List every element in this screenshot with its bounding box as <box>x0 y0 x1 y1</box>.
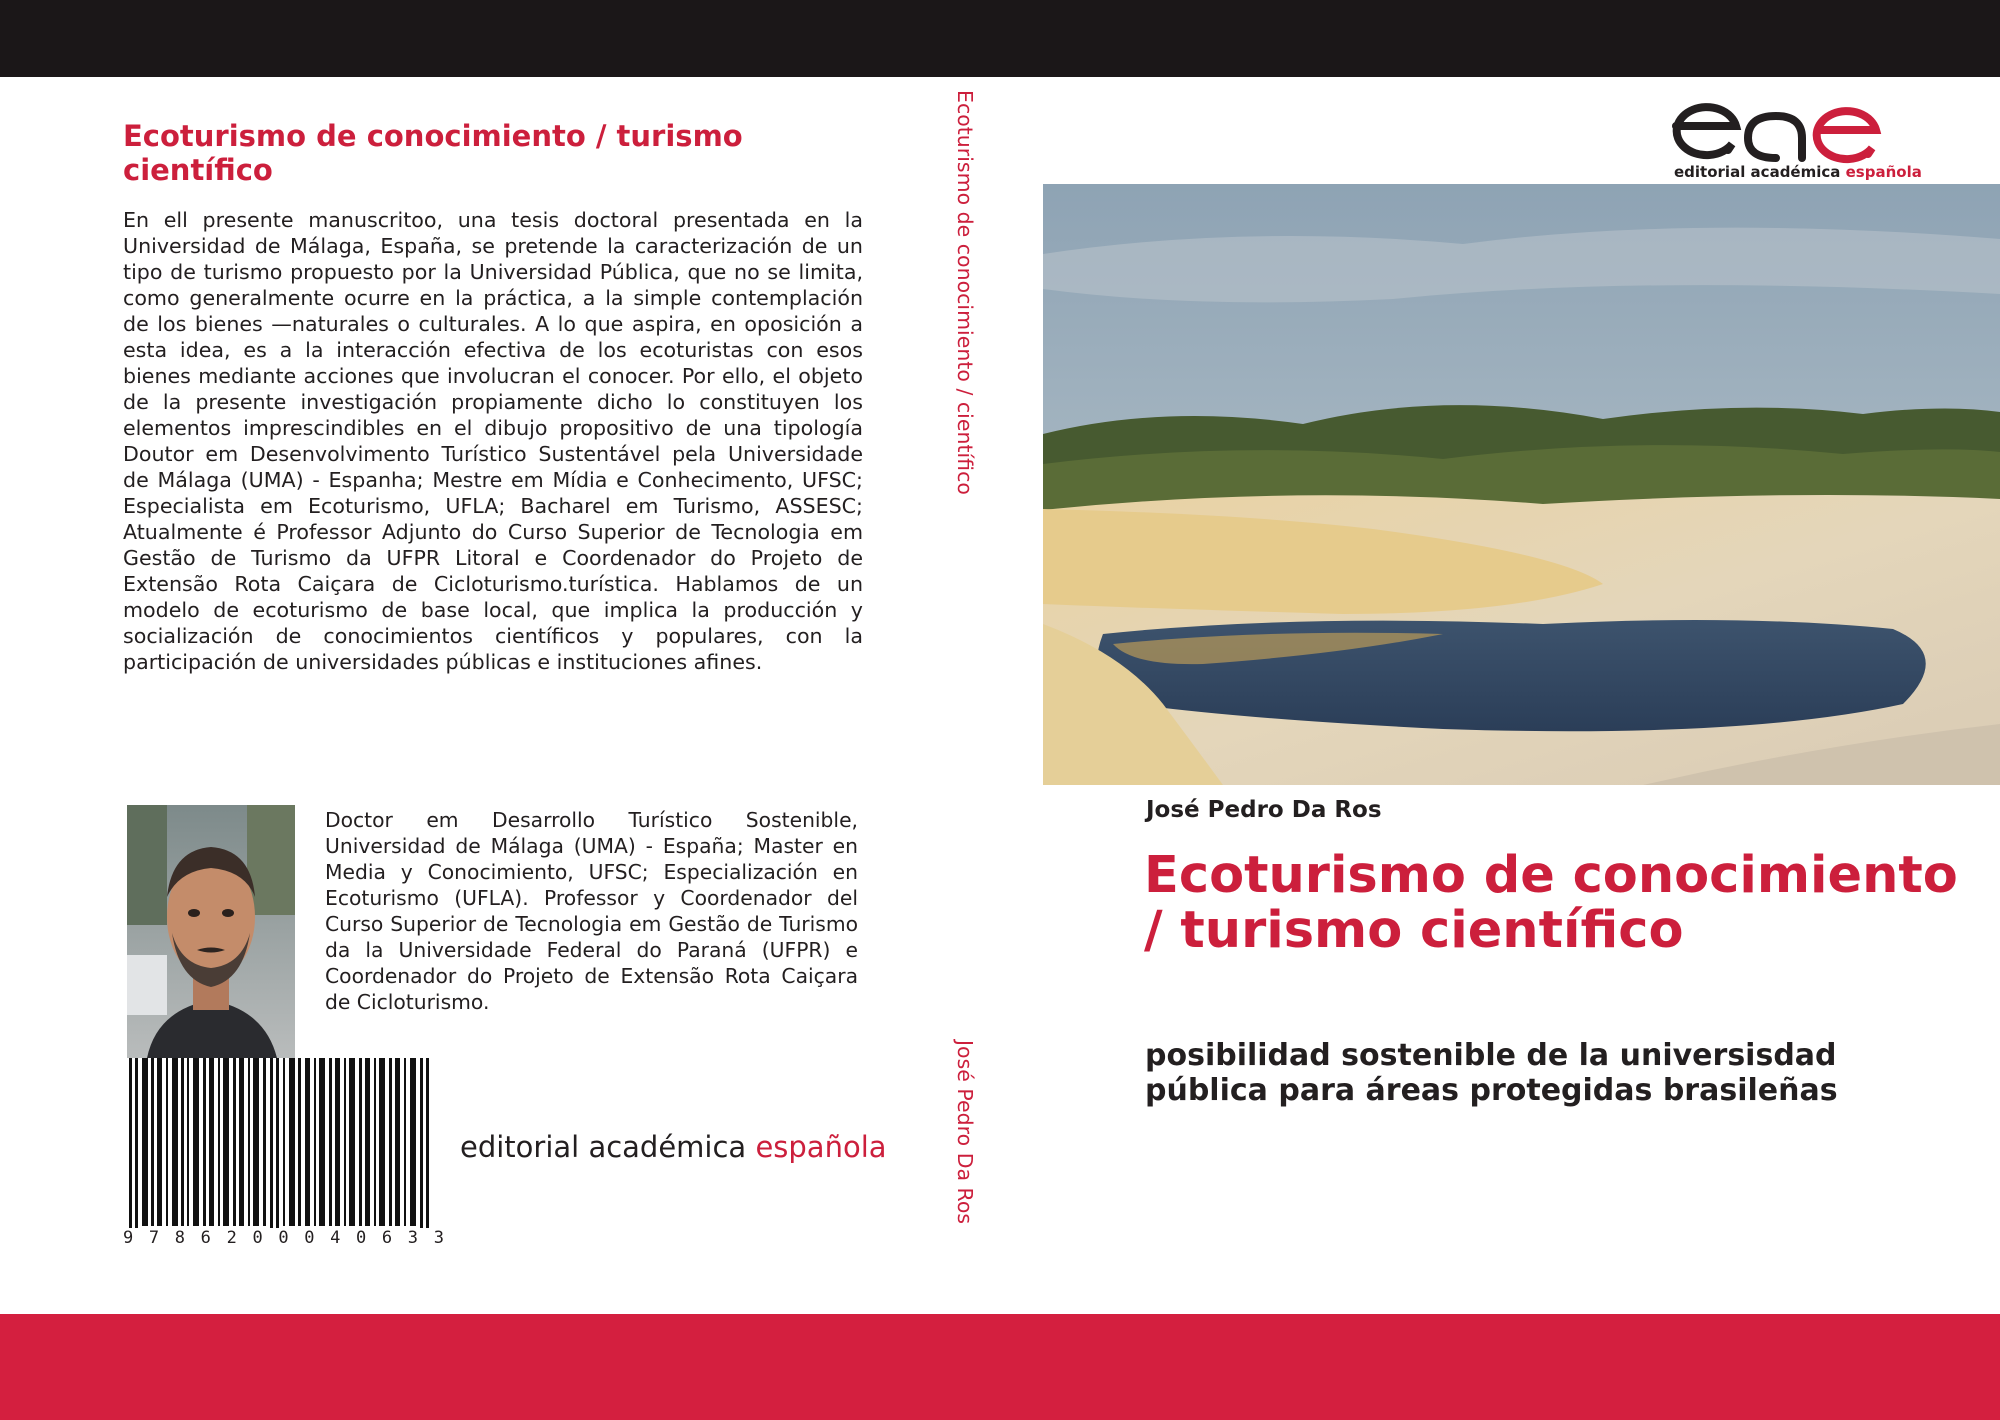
logo-wordmark <box>1674 163 1922 181</box>
author-photo <box>127 805 295 1058</box>
front-author: José Pedro Da Ros <box>1146 797 1382 823</box>
isbn-digit: 6 <box>381 1228 394 1248</box>
isbn-digits <box>123 1228 445 1248</box>
isbn-digit: 0 <box>356 1228 368 1248</box>
isbn-digit: 0 <box>252 1228 264 1248</box>
back-publisher-imprint <box>460 1130 887 1164</box>
logo-wordmark-main: editorial académica <box>1674 163 1841 181</box>
publisher-name-accent: española <box>755 1130 887 1164</box>
cover-photo-lagoon-dunes <box>1043 184 2000 785</box>
author-bio: Doctor em Desarrollo Turístico Sostenible, Universidad de Málaga (UMA) - España; Master en Media y Conocimiento, UFSC; Especialización en Ecoturismo (UFLA). Professor y Coordenador del Curso Superior de Tecnologia em Gestão de Turismo da la Universidade Federal do Paraná (UFPR) e Coordenador do Projeto de Extensão Rota Caiçara de Cicloturismo. <box>325 808 858 1014</box>
isbn-digit: 6 <box>200 1228 212 1248</box>
front-subtitle: posibilidad sostenible de la universisdad pública para áreas protegidas brasileñas <box>1145 1038 1838 1108</box>
isbn-digit: 0 <box>304 1228 316 1248</box>
isbn-digit: 4 <box>330 1228 342 1248</box>
isbn-digit: 3 <box>433 1228 445 1248</box>
top-band <box>0 0 2000 77</box>
isbn-digit: 2 <box>226 1228 238 1248</box>
spine-title: Ecoturismo de conocimiento / científico <box>953 90 977 495</box>
publisher-name: editorial académica <box>460 1130 747 1164</box>
logo-wordmark-accent: española <box>1845 163 1922 181</box>
spine-author: José Pedro Da Ros <box>953 1040 977 1225</box>
bottom-band <box>0 1314 2000 1420</box>
isbn-digit: 7 <box>148 1228 161 1248</box>
back-cover-title: Ecoturismo de conocimiento / turismo científico <box>123 119 743 187</box>
isbn-digit: 9 <box>123 1228 135 1248</box>
isbn-digit: 8 <box>174 1228 187 1248</box>
isbn-barcode <box>123 1058 445 1236</box>
front-title: Ecoturismo de conocimiento / turismo científico <box>1144 846 1958 960</box>
isbn-digit: 0 <box>278 1228 290 1248</box>
back-cover-blurb: En ell presente manuscritoo, una tesis doctoral presentada en la Universidad de Málaga, España, se pretende la caracterización de un tipo de turismo propuesto por la Universidad Pública, que no se limita, como generalmente ocurre en la práctica, a la simple contemplación de los bienes —naturales o culturales. A lo que aspira, en oposición a esta idea, es a la interacción efectiva de los ecoturistas con esos bienes mediante acciones que involucran el conocer. Por ello, el objeto de la presente investigación propiamente dicho lo constituyen los elementos imprescindibles en el dibujo propositivo de una tipología Doutor em Desenvolvimento Turístico Sustentável pela Universidade de Málaga (UMA) - Espanha; Mestre em Mídia e Conhecimento, UFSC; Especialista em Ecoturismo, UFLA; Bacharel em Turismo, ASSESC; Atualmente é Professor Adjunto do Curso Superior de Tecnologia em Gestão de Turismo da UFPR Litoral e Coordenador do Projeto de Extensão Rota Caiçara de Cicloturismo.turística. Hablamos de un modelo de ecoturismo de base local, que implica la producción y socialización de conocimientos científicos y populares, con la participación de universidades públicas e instituciones afines. <box>123 208 863 674</box>
isbn-digit: 3 <box>407 1228 420 1248</box>
